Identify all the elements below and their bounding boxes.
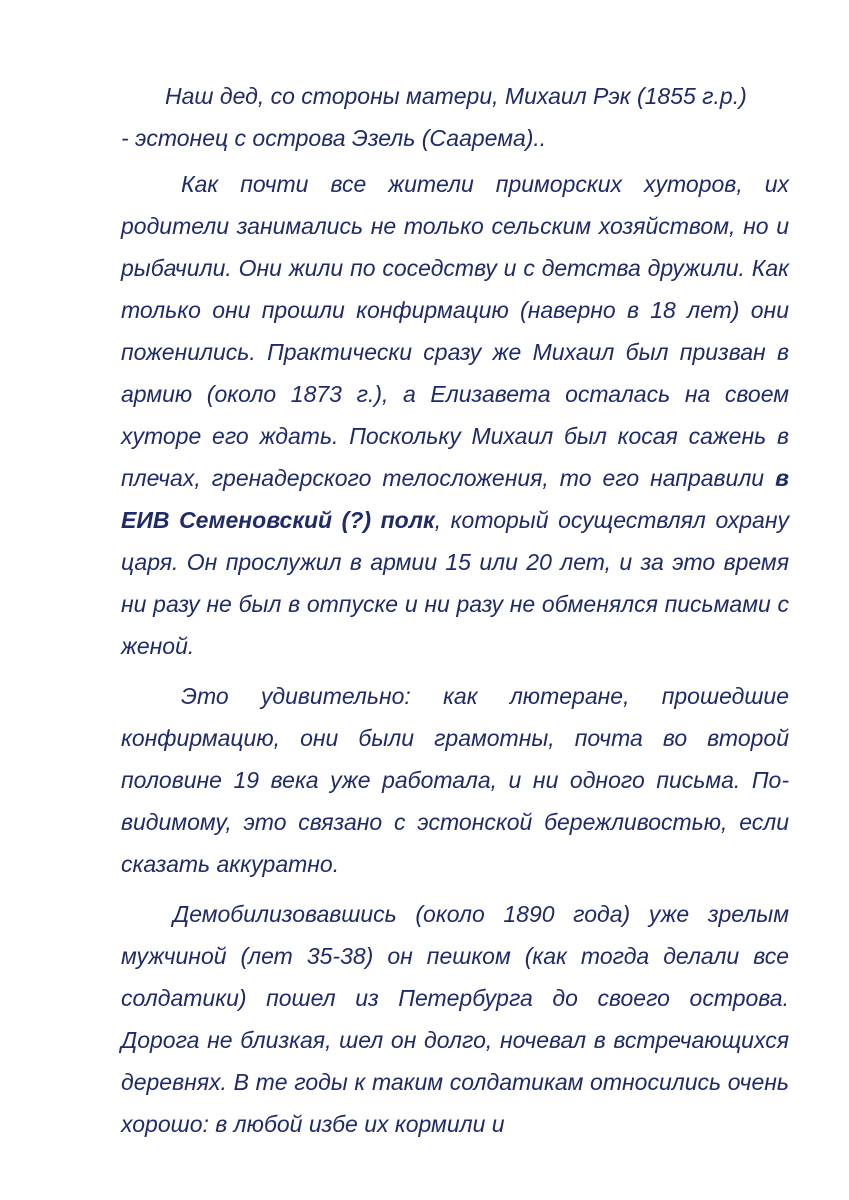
body-text xyxy=(121,75,789,1145)
paragraph-2 xyxy=(121,163,789,667)
paragraph-2-text-end: , который осуществлял охрану царя. Он прослужил в армии 15 или 20 лет, и за это время ни разу не был в отпуске и ни разу не обменялся письмами с женой. xyxy=(121,507,789,659)
paragraph-1 xyxy=(121,75,789,159)
paragraph-3: Это удивительно: как лютеране, прошедшие конфирмацию, они были грамотны, почта во второй половине 19 века уже работала, и ни одного письма. По-видимому, это связано с эстонской бережливостью, если сказать аккуратно. xyxy=(121,683,789,877)
regiment-name: в ЕИВ Семеновский (?) полк xyxy=(121,465,789,533)
paragraph-1-line-2: - эстонец с острова Эзель (Саарема).. xyxy=(121,125,547,151)
paragraph-1-line-1: Наш дед, со стороны матери, Михаил Рэк (1855 г.р.) xyxy=(165,83,747,109)
paragraph-4: Демобилизовавшись (около 1890 года) уже зрелым мужчиной (лет 35-38) он пешком (как тогда делали все солдатики) пошел из Петербурга до своего острова. Дорога не близкая, шел он долго, ночевал в встречающихся деревнях. В те годы к таким солдатикам относились очень хорошо: в любой избе их кормили и xyxy=(121,901,789,1137)
paragraph-2-text-start: Как почти все жители приморских хуторов, их родители занимались не только сельским хозяйством, но и рыбачили. Они жили по соседству и с детства дружили. Как только они прошли конфирмацию (наверно в 18 лет) они поженились. Практически сразу же Михаил был призван в армию (около 1873 г.), а Елизавета осталась на своем хуторе его ждать. Поскольку Михаил был косая сажень в плечах, гренадерского телосложения, то его направили xyxy=(121,171,789,491)
